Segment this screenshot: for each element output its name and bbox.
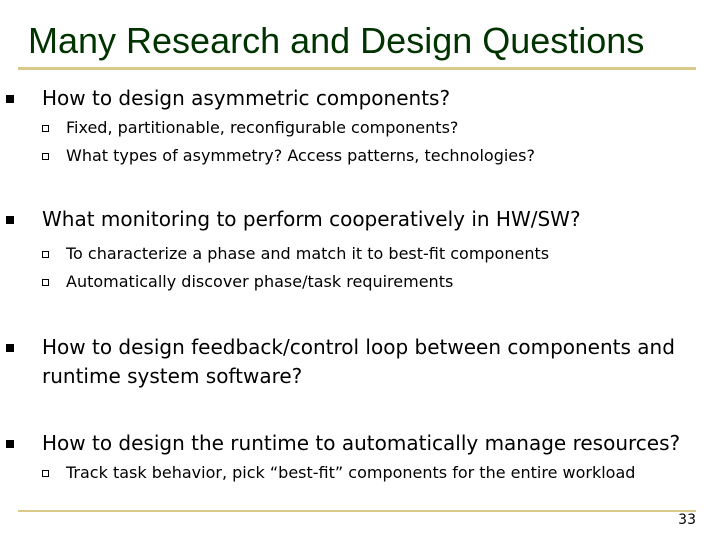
sub-bullet-text: What types of asymmetry? Access patterns, technologies? <box>66 146 535 165</box>
bullet-text: What monitoring to perform cooperatively in HW/SW? <box>42 207 581 231</box>
bullet-marker <box>6 344 14 352</box>
page-number: 33 <box>678 512 696 528</box>
sub-bullet-marker <box>42 251 49 258</box>
bullet-text: How to design the runtime to automatically manage resources? <box>42 431 681 455</box>
footer-rule <box>18 510 696 512</box>
sub-bullet-text: To characterize a phase and match it to best-fit components <box>66 244 550 263</box>
bullet-marker <box>6 216 14 224</box>
sub-bullet-marker <box>42 279 49 286</box>
bullet-marker <box>6 440 14 448</box>
bullet-text: How to design asymmetric components? <box>42 86 451 110</box>
bullet-text-line1: How to design feedback/control loop between components and <box>42 335 675 359</box>
sub-bullet-text: Track task behavior, pick “best-fit” components for the entire workload <box>66 463 636 482</box>
slide-title: Many Research and Design Questions <box>28 20 645 61</box>
sub-bullet-marker <box>42 470 49 477</box>
bullet-marker <box>6 95 14 103</box>
sub-bullet-text: Fixed, partitionable, reconfigurable components? <box>66 118 459 137</box>
sub-bullet-marker <box>42 125 49 132</box>
title-underline <box>18 67 696 70</box>
bullet-text-line2: runtime system software? <box>42 364 303 388</box>
sub-bullet-marker <box>42 153 49 160</box>
sub-bullet-text: Automatically discover phase/task requirements <box>66 272 454 291</box>
